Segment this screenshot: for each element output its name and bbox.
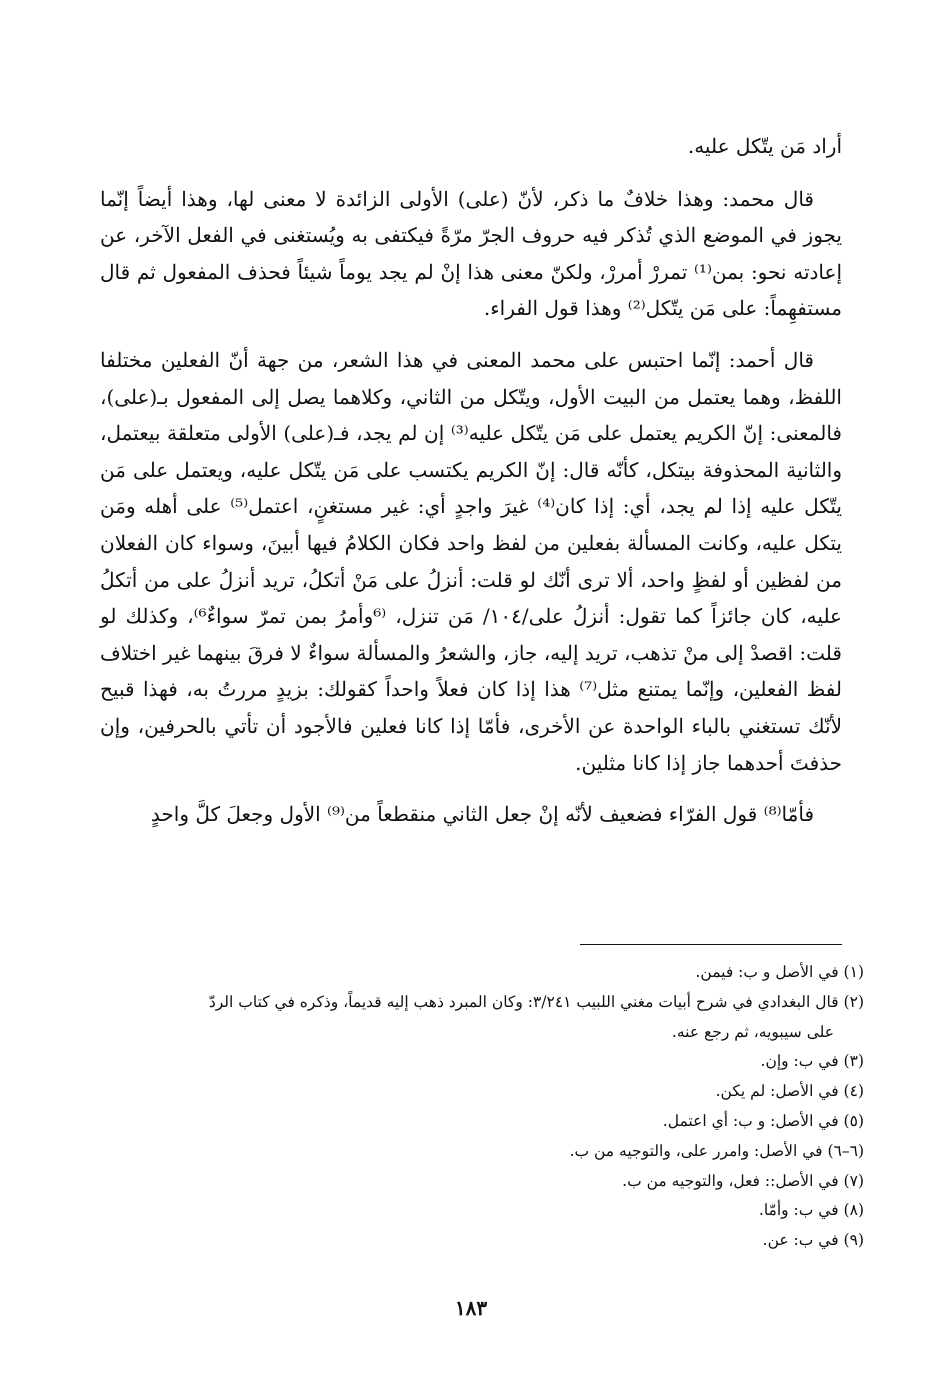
footnote-4: (٤) في الأصل: لم يكن. (715, 1082, 864, 1101)
footnote-6: (٦–٦) في الأصل: وامرر على، والتوجيه من ب. (569, 1141, 864, 1160)
paragraph-3: قال أحمد: إنّما احتبس على محمد المعنى في هذا الشعر، من جهة أنّ الفعلين مختلفا اللفظ، وهما يعتمل من البيت الأول، ويتّكل من الثاني، وكلاهما يصل إلى المفعول بـ(على)، فالمعنى: إنّ الكريم يعتمل على مَن يتّكل عليه⁽³⁾ إن لم يجد، فـ(على) الأولى متعلقة بيعتمل، والثانية المحذوفة بيتكل، كأنّه قال: إنّ الكريم يكتسب على مَن يتّكل عليه، ويعتمل على مَن يتّكل عليه إذا لم يجد، أي: إذا كان⁽⁴⁾ غيرَ واجدٍ أي: غير مستغنٍ، اعتمل⁽⁵⁾ على أهله ومَن يتكل عليه، وكانت المسألة بفعلين من لفظ واحد فكان الكلامُ فيها أبينَ، وسواء كان الفعلان من لفظين أو لفظٍ واحد، ألا ترى أنّك لو قلت: أنزلُ على مَنْ أتكلُ، تريد أنزلُ على من أتكلُ عليه، كان جائزاً كما تقول: أنزلُ على/١٠٤/ مَن تنزل، ⁽⁶وأمرُ بمن تمرّ سواءٌ⁶⁾، وكذلك لو قلت: اقصدْ إلى منْ تذهب، تريد إليه، جاز، والشعرُ والمسألة سواءٌ لا فرقَ بينهما غير اختلاف لفظ الفعلين، وإنّما يمتنع مثل⁽⁷⁾ هذا إذا كان فعلاً واحداً كقولك: بزيدٍ مررتُ به، فهذا قبيح لأنّك تستغني بالباء الواحدة عن الأخرى، فأمّا إذا كانا فعلين فالأجود أن تأتي بالحرفين، وإن حذفتَ أحدهما جاز إذا كانا مثلين. (100, 347, 842, 775)
paragraph-4: فأمّا⁽⁸⁾ قول الفرّاء فضعيف لأنّه إنْ جعل الثاني منقطعاً من⁽⁹⁾ الأول وجعلَ كلَّ واحدٍ (150, 802, 814, 827)
paragraph-1: أراد مَن يتّكل عليه. (687, 134, 842, 158)
footnote-1: (١) في الأصل و ب: فيمن. (695, 963, 864, 981)
page-number: ١٨٣ (454, 1296, 488, 1320)
footnote-9: (٩) في ب: عن. (762, 1231, 864, 1250)
footnote-8: (٨) في ب: وأمّا. (758, 1201, 864, 1220)
footnote-2-continuation: على سيبويه، ثم رجع عنه. (671, 1022, 834, 1041)
footnote-7: (٧) في الأصل:: فعل، والتوجيه من ب. (622, 1171, 864, 1190)
footnote-separator (580, 944, 842, 945)
footnote-5: (٥) في الأصل: و ب: أي اعتمل. (662, 1111, 864, 1130)
footnote-2: (٢) قال البغدادي في شرح أبيات مغني اللبيب ٣/٢٤١: وكان المبرد ذهب إليه قديماً، وذكره في كتاب الردّ (208, 992, 864, 1011)
main-text (100, 128, 842, 848)
paragraph-2: قال محمد: وهذا خلافٌ ما ذكر، لأنّ (على) الأولى الزائدة لا معنى لها، وهذا أيضاً إنّما يجوز في الموضع الذي تُذكر فيه حروف الجرّ مرّةً فيكتفى به ويُستغنى في الفعل الآخر، عن إعادته نحو: بمن⁽¹⁾ تمررْ أمررْ، ولكنّ معنى هذا إنْ لم يجد يوماً شيئاً فحذف المفعول ثم قال مستفهِماً: على مَن يتّكل⁽²⁾ وهذا قول الفراء. (100, 186, 843, 321)
footnote-3: (٣) في ب: وإن. (760, 1052, 864, 1071)
footnotes (100, 958, 864, 1256)
